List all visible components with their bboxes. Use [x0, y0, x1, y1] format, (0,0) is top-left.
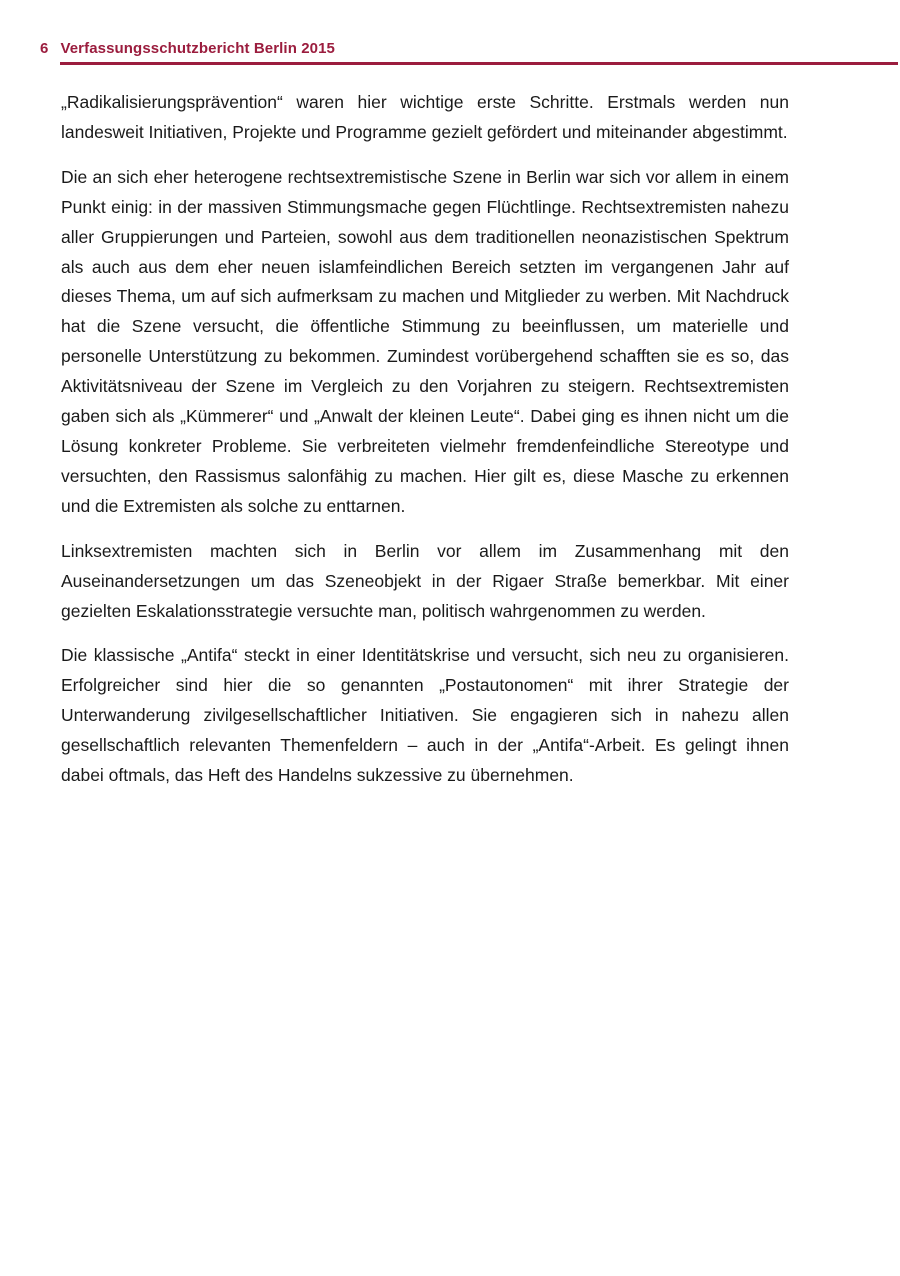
body-text [61, 88, 789, 806]
paragraph-left-wing-extremism: Linksextremisten machten sich in Berlin vor allem im Zusammenhang mit den Auseinandersetzungen um das Szeneobjekt in der Rigaer Straße bemerkbar. Mit einer gezielten Eskalationsstrategie versuchte man, politisch wahrgenommen zu werden. [61, 540, 789, 621]
paragraph-antifa: Die klassische „Antifa“ steckt in einer Identitätskrise und versucht, sich neu zu organisieren. Erfolgreicher sind hier die so genannten „Postautonomen“ mit ihrer Strategie der Unterwanderung zivilgesellschaftlicher Initiativen. Sie engagieren sich in nahezu allen gesellschaftlich relevanten Themenfeldern – auch in der „Antifa“-Arbeit. Es gelingt ihnen dabei oftmals, das Heft des Handelns sukzessive zu übernehmen. [61, 645, 789, 786]
header-divider [60, 62, 898, 65]
document-title: Verfassungsschutzbericht Berlin 2015 [60, 40, 335, 57]
paragraph-right-wing-extremism: Die an sich eher heterogene rechtsextremistische Szene in Berlin war sich vor allem in einem Punkt einig: in der massiven Stimmungsmache gegen Flüchtlinge. Rechtsextremisten nahezu aller Gruppierungen und Parteien, sowohl aus dem traditionellen neonazistischen Spektrum als auch aus dem eher neuen islamfeindlichen Bereich setzten im vergangenen Jahr auf dieses Thema, um auf sich aufmerksam zu machen und Mitglieder zu werben. Mit Nachdruck hat die Szene versucht, die öffentliche Stimmung zu beeinflussen, um materielle und personelle Unterstützung zu bekommen. Zumindest vorübergehend schafften sie es so, das Aktivitätsniveau der Szene im Vergleich zu den Vorjahren zu steigern. Rechtsextremisten gaben sich als „Kümmerer“ und „Anwalt der kleinen Leute“. Dabei ging es ihnen nicht um die Lösung konkreter Probleme. Sie verbreiteten vielmehr fremdenfeindliche Stereotype und versuchten, den Rassismus salonfähig zu machen. Hier gilt es, diese Masche zu erkennen und die Extremisten als solche zu enttarnen. [61, 166, 789, 516]
page-number: 6 [40, 40, 49, 57]
paragraph-intro-continuation: „Radikalisierungsprävention“ waren hier wichtige erste Schritte. Erstmals werden nun landesweit Initiativen, Projekte und Programme gezielt gefördert und miteinander abgestimmt. [61, 92, 789, 142]
running-header [40, 40, 335, 57]
